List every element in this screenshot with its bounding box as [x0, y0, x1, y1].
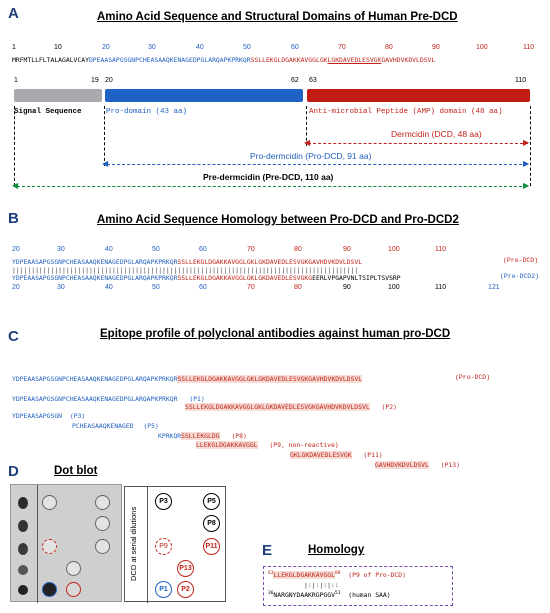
p9-seq: LLEKGLDGAKKAVGGL — [196, 441, 258, 449]
seq-amp-end: GAVHDVKDVLDSVL — [381, 56, 436, 64]
p8-row — [158, 432, 247, 440]
p11-row — [290, 451, 383, 459]
ruler-num: 30 — [57, 246, 65, 253]
ruler-num: 1 — [12, 44, 16, 51]
bar-num-1: 1 — [14, 77, 18, 84]
ruler-num: 70 — [247, 246, 255, 253]
ruler-num: 10 — [54, 44, 62, 51]
pro-dcd-full-row — [12, 375, 362, 383]
p3-row — [12, 412, 85, 420]
ruler-num: 110 — [523, 44, 535, 51]
amp-domain-bar — [307, 89, 530, 102]
p1-circle: P1 — [155, 581, 172, 598]
p3-seq: YDPEAASAPGSGN — [12, 412, 63, 420]
guide-line — [104, 106, 105, 166]
p9-tag: (P9, non-reactive) — [269, 441, 339, 449]
seq-blue: YDPEAASAPGSGNPCHEASAAQKENAGEDPGLARQAPKPRKQR — [12, 375, 178, 383]
seq-blue: YDPEAASAPGSGNPCHEASAAQKENAGEDPGLARQAPKPRKQR — [12, 274, 178, 282]
ruler-num: 90 — [432, 44, 440, 51]
seq-red: SSLLEKGLDGAKKAVGGLGKLGKDAVEDLESVGKG — [177, 274, 313, 282]
p11-circle: P11 — [203, 538, 220, 555]
panel-c-title: Epitope profile of polyclonal antibodies against human pro-DCD — [100, 328, 451, 340]
p3-tag: (P3) — [69, 412, 86, 420]
blot-spot — [42, 495, 57, 510]
blot-dot — [18, 520, 28, 532]
p11-seq: GKLGKDAVEDLESVGK — [290, 451, 352, 459]
ruler-num: 110 — [435, 246, 447, 253]
p9-homology-tag: (P9 of Pro-DCD) — [348, 571, 406, 580]
ruler-num: 40 — [196, 44, 204, 51]
signal-sequence-bar — [14, 89, 102, 102]
ruler-num: 20 — [102, 44, 110, 51]
ruler-num: 20 — [12, 246, 20, 253]
saa-homology-row — [268, 591, 391, 599]
ruler-num: 60 — [291, 44, 299, 51]
seq-red: SSLLEKGLDGAKKAVGGLGKLGKDAVEDLESVGKGAVHDVKDVLDSVL — [177, 258, 363, 266]
ruler-num: 90 — [343, 246, 351, 253]
ruler-num: 90 — [343, 284, 351, 291]
ruler-num: 30 — [57, 284, 65, 291]
p9-end: 80 — [334, 571, 341, 576]
guide-line — [530, 106, 531, 186]
bar-num-63: 63 — [309, 77, 317, 84]
p3-circle: P3 — [155, 493, 172, 510]
p9-row — [196, 441, 339, 449]
ruler-num: 80 — [294, 284, 302, 291]
p5-seq: PCHEASAAQKENAGED — [72, 422, 134, 430]
p11-tag: (P11) — [363, 451, 383, 459]
panel-a-title: Amino Acid Sequence and Structural Domains of Human Pre-DCD — [97, 11, 458, 23]
predcd-label: Pre-dermcidin (Pre-DCD, 110 aa) — [203, 172, 334, 182]
p9-homology-row — [268, 571, 406, 579]
blot-spot — [42, 582, 57, 597]
dcd-range-line — [308, 143, 528, 144]
blot-spot — [95, 495, 110, 510]
p2-row — [185, 403, 397, 411]
blot-spot — [95, 539, 110, 554]
p2-circle: P2 — [177, 581, 194, 598]
homology-box — [263, 566, 453, 606]
pre-dcd-row — [12, 258, 362, 266]
panel-e-title: Homology — [308, 544, 365, 556]
p13-row — [375, 461, 460, 469]
prodcd-range-line — [107, 164, 527, 165]
p8-circle: P8 — [203, 515, 220, 532]
dot-blot-schematic — [124, 486, 226, 602]
panel-d-letter: D — [8, 463, 19, 480]
seq-black: EERLVPGAPVNLTSIPLTSVSRP — [312, 274, 401, 282]
p9-start: 63 — [268, 571, 274, 576]
p1-seq: YDPEAASAPGSGNPCHEASAAQKENAGEDPGLARQAPKPRKQR — [12, 395, 178, 403]
bar-num-62: 62 — [291, 77, 299, 84]
saa-start: 36 — [268, 591, 274, 596]
seq-signal: MRFMTLLFLTALAGALVCAY — [12, 56, 89, 64]
panel-b-letter: B — [8, 210, 19, 227]
ruler-num: 40 — [105, 246, 113, 253]
ruler-num: 110 — [435, 284, 447, 291]
match-row: |||||||||||||||||||||||||||||||||||||||||||||||||||||||||||||||||||||||||||||||||||||||||| — [12, 266, 359, 274]
membrane-divider — [37, 485, 38, 603]
ruler-num: 121 — [488, 284, 500, 291]
p13-tag: (P13) — [440, 461, 460, 469]
amp-domain-label: Anti-microbial Peptide (AMP) domain (48 aa) — [309, 108, 503, 116]
seq-red: SSLLEKGLDGAKKAVGGLGKLGKDAVEDLESVGKGAVHDVKDVLDSVL — [177, 375, 363, 383]
seq-amp-underlined: LGKDAVEDLESVGK — [327, 56, 382, 64]
ruler-num: 80 — [294, 246, 302, 253]
pro-domain-bar — [105, 89, 303, 102]
prodcd-arrow-tail: ◀ — [102, 159, 109, 168]
bar-num-20: 20 — [105, 77, 113, 84]
p13-seq: GAVHDVKDVLDSVL — [375, 461, 429, 469]
saa-homology-seq: NARGNYDAAKRGPGGV — [273, 591, 335, 600]
panel-a-letter: A — [8, 5, 19, 22]
blot-dot — [18, 585, 28, 595]
saa-homology-tag: (human SAA) — [348, 591, 391, 600]
pro-domain-label: Pro-domain (43 aa) — [106, 108, 188, 116]
predcd-range-line — [17, 186, 527, 187]
p5-row — [72, 422, 159, 430]
p2-tag: (P2) — [381, 403, 397, 411]
blot-dot — [18, 565, 28, 575]
prodcd-arrow-head: ▶ — [523, 159, 530, 168]
p1-tag: (P1) — [189, 395, 205, 403]
ruler-num: 40 — [105, 284, 113, 291]
schematic-divider — [147, 487, 148, 603]
homology-match: |:|:|:|:: — [304, 581, 339, 589]
blot-spot — [42, 539, 57, 554]
ruler-num: 20 — [12, 284, 20, 291]
ruler-num: 100 — [388, 246, 400, 253]
seq-pro: DPEAASAPGSGNPCHEASAAQKENAGEDPGLARQAPKPRKQR — [88, 56, 251, 64]
bar-num-19: 19 — [91, 77, 99, 84]
blot-dot — [18, 497, 28, 509]
dcd-arrow-tail: ◀ — [304, 138, 311, 147]
dot-blot-image — [10, 484, 122, 602]
ruler-num: 70 — [338, 44, 346, 51]
p1-row — [12, 395, 205, 403]
ruler-num: 50 — [152, 284, 160, 291]
serial-dilution-label: DCD at serial dilutions — [129, 506, 138, 581]
panel-d-title: Dot blot — [54, 465, 98, 477]
p5-tag: (P5) — [143, 422, 159, 430]
signal-label: Signal Sequence — [14, 108, 82, 116]
bar-num-110: 110 — [515, 77, 527, 84]
ruler-num: 60 — [199, 284, 207, 291]
p9-circle: P9 — [155, 538, 172, 555]
seq-amp: SSLLEKGLDGAKKAVGGLGK — [250, 56, 328, 64]
dcd-label: Dermcidin (DCD, 48 aa) — [391, 129, 482, 139]
ruler-num: 50 — [243, 44, 251, 51]
blot-spot — [95, 516, 110, 531]
ruler-num: 100 — [388, 284, 400, 291]
blot-dot — [18, 543, 28, 555]
ruler-num: 50 — [152, 246, 160, 253]
pre-dcd2-tag: (Pre-DCD2) — [500, 273, 540, 280]
predcd-arrow-head: ▶ — [523, 181, 530, 190]
saa-end: 51 — [334, 591, 341, 596]
seq-blue: YDPEAASAPGSGNPCHEASAAQKENAGEDPGLARQAPKPRKQR — [12, 258, 178, 266]
ruler-num: 80 — [385, 44, 393, 51]
p8-blue: KPRKQR — [158, 432, 182, 440]
p5-circle: P5 — [203, 493, 220, 510]
pro-dcd-tag: (Pro-DCD) — [455, 374, 491, 381]
panel-b-title: Amino Acid Sequence Homology between Pro-DCD and Pro-DCD2 — [97, 214, 459, 226]
predcd-arrow-tail: ◀ — [12, 181, 19, 190]
p13-circle: P13 — [177, 560, 194, 577]
panel-e-letter: E — [262, 542, 273, 559]
ruler-num: 70 — [247, 284, 255, 291]
ruler-num: 30 — [148, 44, 156, 51]
p2-seq: SSLLEKGLDGAKKAVGGLGKLGKDAVEDLESVGKGAVHDVKDVLDSVL — [185, 403, 370, 411]
blot-spot — [66, 582, 81, 597]
blot-spot — [66, 561, 81, 576]
ruler-num: 100 — [476, 44, 488, 51]
pre-dcd-tag: (Pre-DCD) — [503, 257, 539, 264]
p9-homology-seq: LLEKGLDGAKKAVGGL — [273, 571, 335, 580]
p8-tag: (P8) — [231, 432, 247, 440]
p8-red: SSLLEKGLDG — [181, 432, 220, 440]
dcd-arrow-head: ▶ — [523, 138, 530, 147]
panel-c-letter: C — [8, 328, 19, 345]
ruler-num: 60 — [199, 246, 207, 253]
guide-line — [14, 106, 15, 186]
pre-dcd2-row — [12, 274, 401, 282]
panel-a-sequence — [12, 56, 435, 64]
prodcd-label: Pro-dermcidin (Pro-DCD, 91 aa) — [250, 151, 372, 161]
